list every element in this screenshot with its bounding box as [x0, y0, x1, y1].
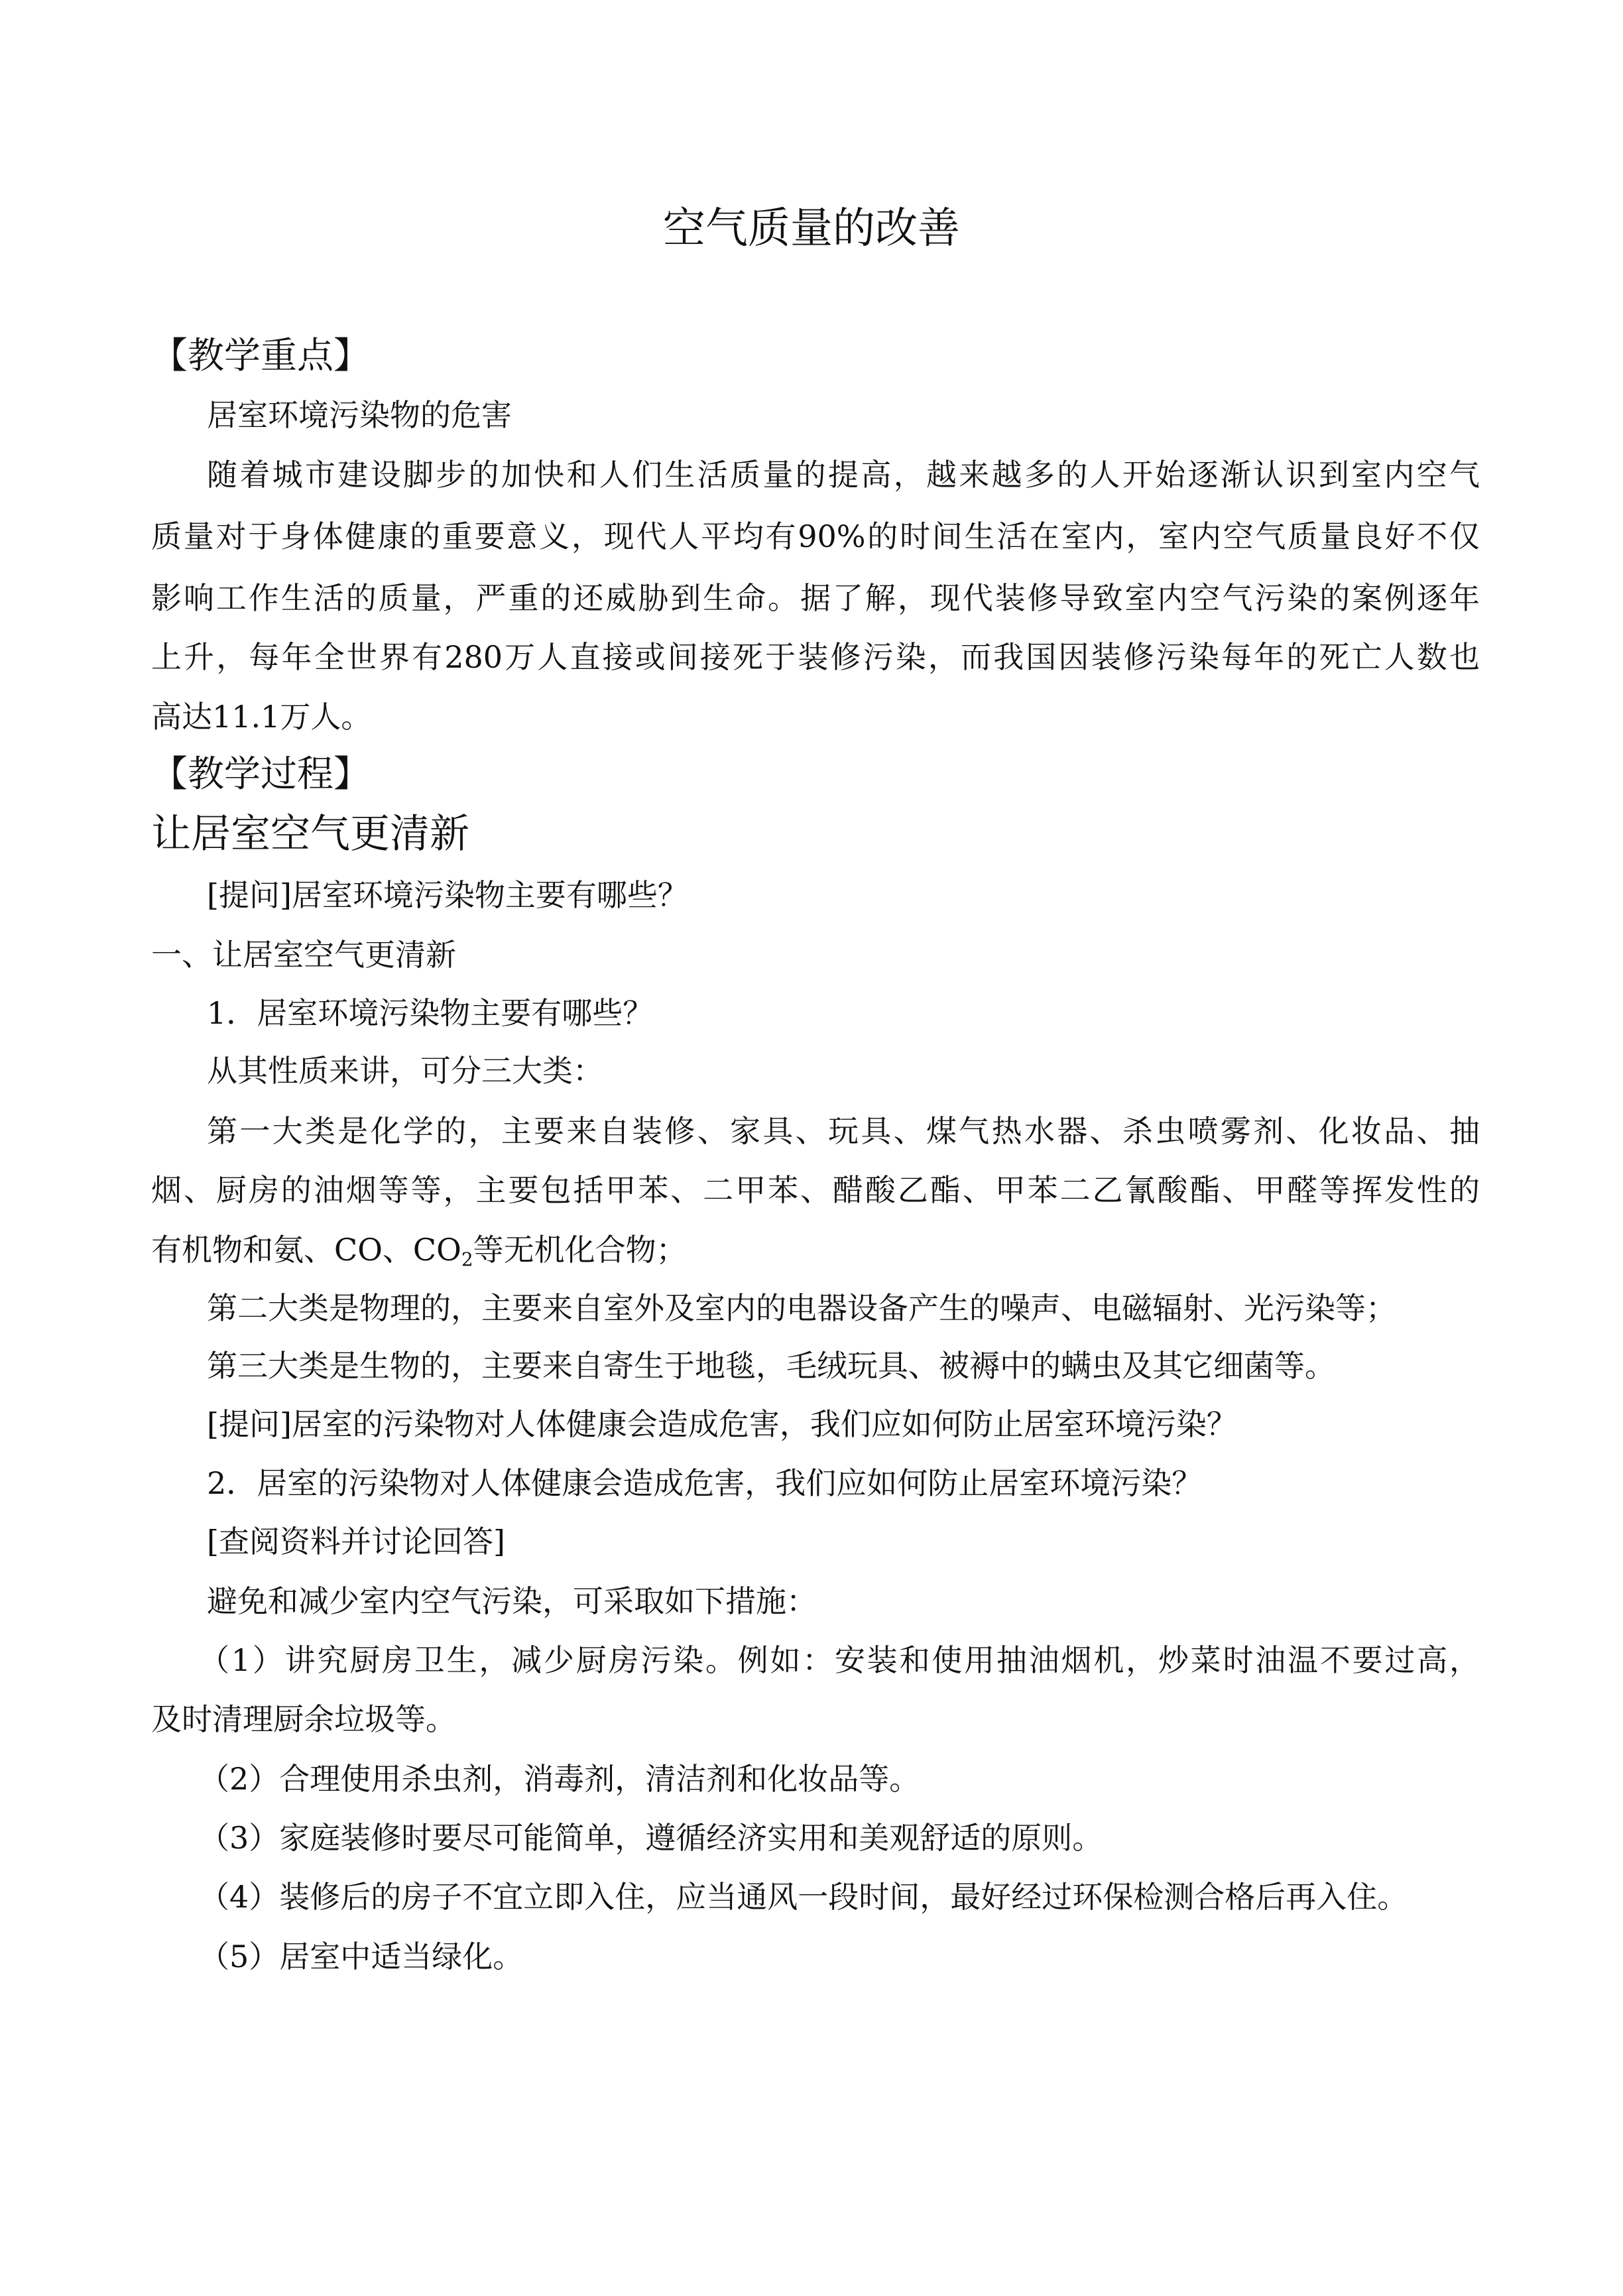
- question-1: [提问]居室环境污染物主要有哪些？: [207, 877, 688, 913]
- paragraph-line: 高达11.1万人。: [151, 699, 372, 735]
- paragraph-line: 随着城市建设脚步的加快和人们生活质量的提高，越来越多的人开始逐渐认识到室内空气: [207, 457, 1480, 493]
- discuss-label: [查阅资料并讨论回答]: [207, 1524, 505, 1559]
- key-points-subtitle: 居室环境污染物的危害: [207, 397, 512, 433]
- heading-process: 【教学过程】: [151, 753, 371, 795]
- measure-5: （5）居室中适当绿化。: [199, 1939, 524, 1974]
- measure-2: （2）合理使用杀虫剂，消毒剂，清洁剂和化妆品等。: [199, 1761, 920, 1797]
- measure-4: （4）装修后的房子不宜立即入住，应当通风一段时间，最好经过环保检测合格后再入住。: [199, 1879, 1408, 1915]
- section-heading: 让居室空气更清新: [151, 811, 469, 857]
- measures-intro: 避免和减少室内空气污染，可采取如下措施：: [207, 1583, 817, 1619]
- category-2: 第二大类是物理的，主要来自室外及室内的电器设备产生的噪声、电磁辐射、光污染等；: [207, 1290, 1396, 1326]
- measure-1-line: （1）讲究厨房卫生，减少厨房污染。例如：安装和使用抽油烟机，炒菜时油温不要过高，: [199, 1642, 1480, 1678]
- paragraph-line: 影响工作生活的质量，严重的还威胁到生命。据了解，现代装修导致室内空气污染的案例逐年: [151, 580, 1480, 616]
- category-1-line: 第一大类是化学的，主要来自装修、家具、玩具、煤气热水器、杀虫喷雾剂、化妆品、抽: [207, 1113, 1480, 1149]
- item-1: 1．居室环境污染物主要有哪些？: [207, 995, 654, 1031]
- item-2: 2．居室的污染物对人体健康会造成危害，我们应如何防止居室环境污染？: [207, 1465, 1203, 1501]
- question-2: [提问]居室的污染物对人体健康会造成危害，我们应如何防止居室环境污染？: [207, 1406, 1237, 1442]
- page-title: 空气质量的改善: [663, 204, 960, 253]
- measure-3: （3）家庭装修时要尽可能简单，遵循经济实用和美观舒适的原则。: [199, 1820, 1103, 1856]
- measure-1-line: 及时清理厨余垃圾等。: [151, 1701, 456, 1737]
- heading-key-points: 【教学重点】: [151, 334, 371, 377]
- paragraph-line: 上升，每年全世界有280万人直接或间接死于装修污染，而我国因装修污染每年的死亡人数也: [151, 639, 1480, 675]
- paragraph-line: 质量对于身体健康的重要意义，现代人平均有90%的时间生活在室内，室内空气质量良好不仅: [151, 518, 1480, 554]
- part-1-title: 一、让居室空气更清新: [151, 937, 456, 973]
- category-1-last-line: 有机物和氨、CO、$CO_2$等无机化合物；: [151, 1232, 687, 1270]
- category-1-line: 烟、厨房的油烟等等，主要包括甲苯、二甲苯、醋酸乙酯、甲苯二乙氰酸酯、甲醛等挥发性的: [151, 1172, 1480, 1208]
- classify-text: 从其性质来讲，可分三大类：: [207, 1053, 603, 1089]
- category-3: 第三大类是生物的，主要来自寄生于地毯，毛绒玩具、被褥中的螨虫及其它细菌等。: [207, 1348, 1335, 1384]
